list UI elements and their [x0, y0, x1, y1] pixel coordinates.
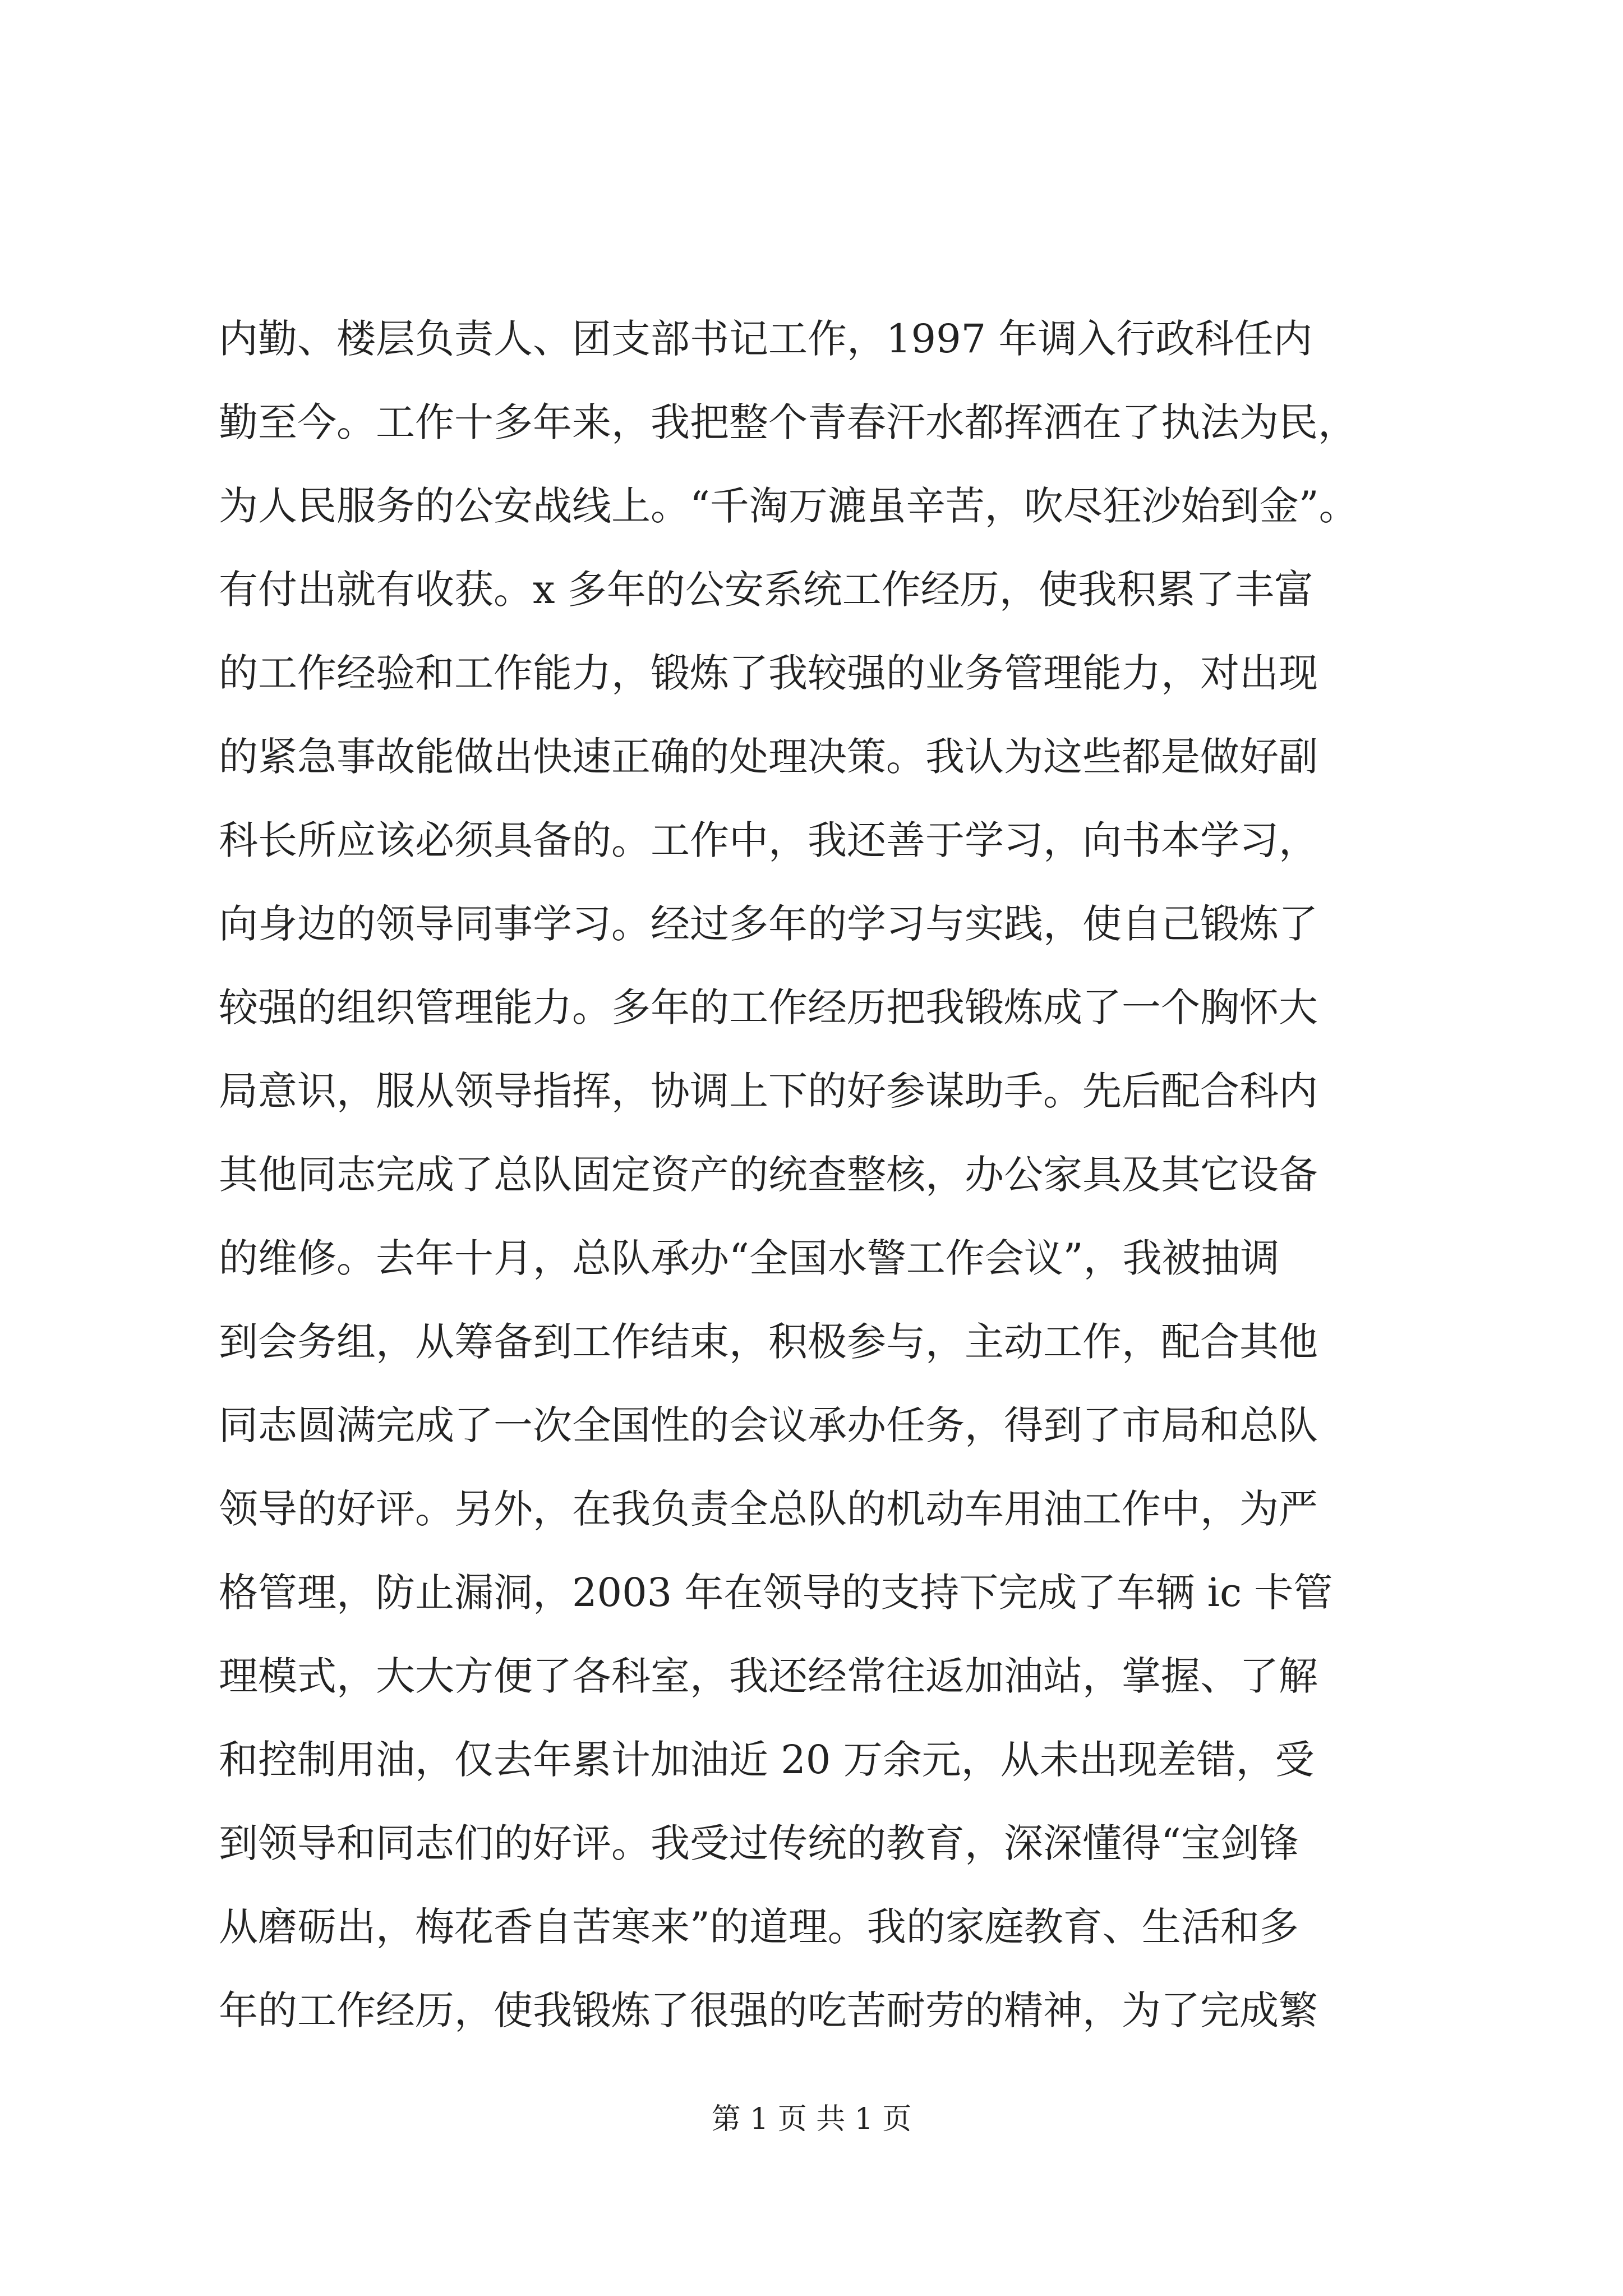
text-line: 的紧急事故能做出快速正确的处理决策。我认为这些都是做好副	[219, 734, 1318, 780]
body-text	[219, 297, 1486, 2053]
text-line: 格管理，防止漏洞，2003 年在领导的支持下完成了车辆 ic 卡管	[219, 1570, 1333, 1616]
text-line: 从磨砺出，梅花香自苦寒来”的道理。我的家庭教育、生活和多	[219, 1904, 1299, 1950]
text-line: 的维修。去年十月，总队承办“全国水警工作会议”，我被抽调	[219, 1235, 1280, 1281]
text-line: 同志圆满完成了一次全国性的会议承办任务，得到了市局和总队	[219, 1402, 1318, 1448]
text-line: 年的工作经历，使我锻炼了很强的吃苦耐劳的精神，为了完成繁	[219, 1987, 1318, 2033]
text-line: 理模式，大大方便了各科室，我还经常往返加油站，掌握、了解	[219, 1653, 1318, 1699]
text-line: 到领导和同志们的好评。我受过传统的教育，深深懂得“宝剑锋	[219, 1820, 1299, 1866]
text-line: 向身边的领导同事学习。经过多年的学习与实践，使自己锻炼了	[219, 901, 1318, 947]
text-line: 局意识，服从领导指挥，协调上下的好参谋助手。先后配合科内	[219, 1068, 1318, 1114]
text-line: 到会务组，从筹备到工作结束，积极参与，主动工作，配合其他	[219, 1319, 1318, 1365]
text-line: 领导的好评。另外，在我负责全总队的机动车用油工作中，为严	[219, 1486, 1318, 1532]
text-line: 和控制用油，仅去年累计加油近 20 万余元，从未出现差错，受	[219, 1737, 1315, 1783]
text-line: 内勤、楼层负责人、团支部书记工作，1997 年调入行政科任内	[219, 316, 1313, 362]
page-number-footer: 第 1 页 共 1 页	[711, 2102, 912, 2136]
text-line: 勤至今。工作十多年来，我把整个青春汗水都挥洒在了执法为民，	[219, 399, 1357, 445]
text-line: 的工作经验和工作能力，锻炼了我较强的业务管理能力，对出现	[219, 650, 1318, 696]
text-line: 有付出就有收获。x 多年的公安系统工作经历，使我积累了丰富	[219, 567, 1313, 613]
text-line: 为人民服务的公安战线上。“千淘万漉虽辛苦，吹尽狂沙始到金”。	[219, 483, 1358, 529]
text-line: 较强的组织管理能力。多年的工作经历把我锻炼成了一个胸怀大	[219, 984, 1318, 1030]
text-line: 科长所应该必须具备的。工作中，我还善于学习，向书本学习，	[219, 817, 1318, 863]
text-line: 其他同志完成了总队固定资产的统查整核，办公家具及其它设备	[219, 1152, 1318, 1198]
